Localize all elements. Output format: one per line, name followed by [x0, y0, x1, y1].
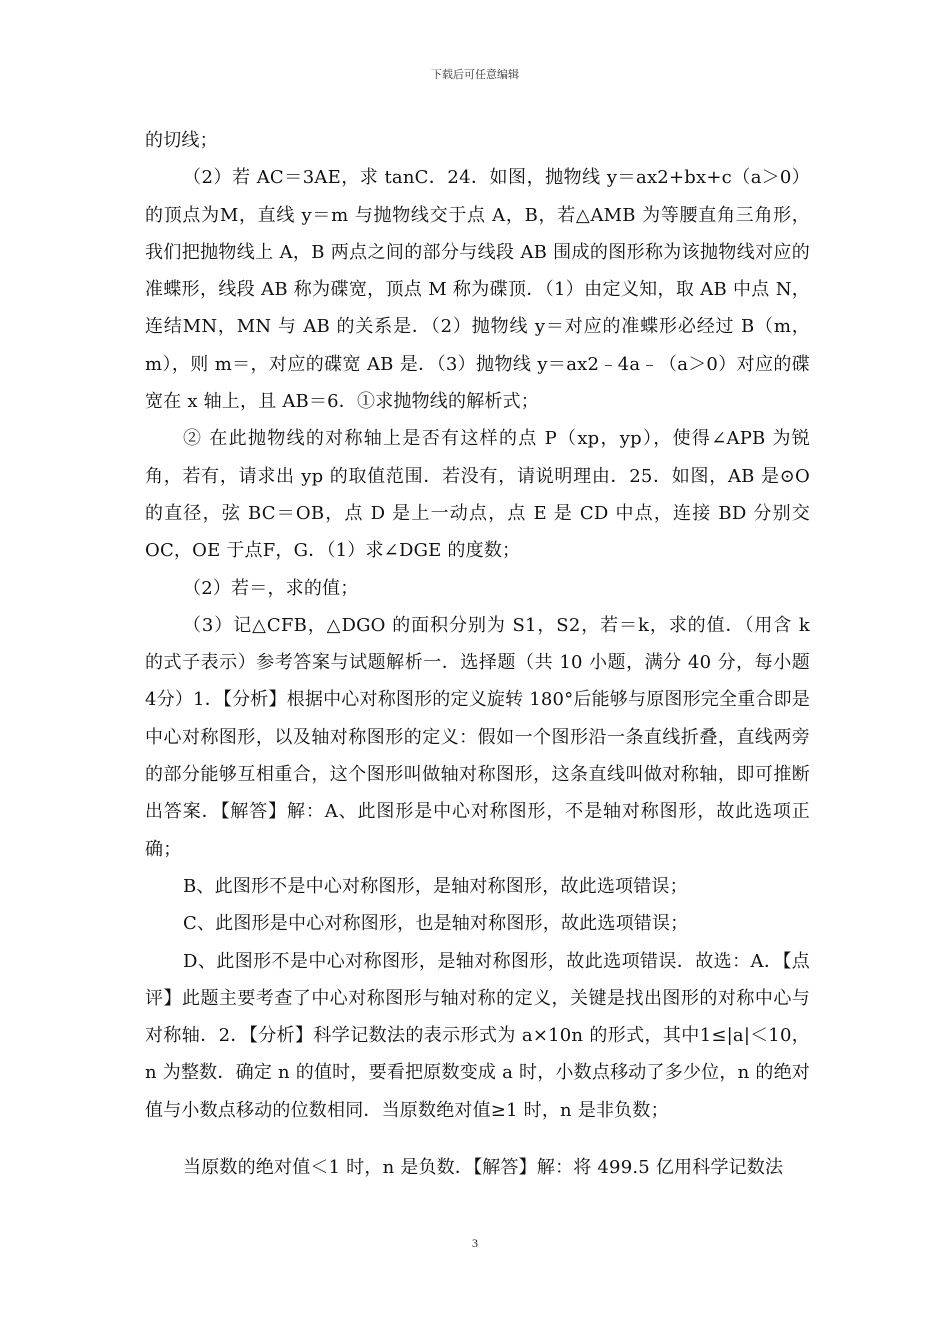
page-header: 下载后可任意编辑 [431, 68, 519, 81]
paragraph-2: （2）若 AC＝3AE，求 tanC．24．如图，抛物线 y＝ax2+bx+c（a＞0）的顶点为M，直线 y＝m 与抛物线交于点 A，B，若△AMB 为等腰直角三角形，我们把抛物线上 A，B 两点之间的部分与线段 AB 围成的图形称为该抛物线对应的准蝶形，线段 AB 称为碟宽，顶点 M 称为碟顶．（1）由定义知，取 AB 中点 N，连结MN，MN 与 AB 的关系是．（2）抛物线 y＝对应的准蝶形必经过 B（m，m），则 m＝，对应的碟宽 AB 是．（3）抛物线 y＝ax2﹣4a﹣（a＞0）对应的碟宽在 x 轴上，且 AB＝6．①求抛物线的解析式； [145, 167, 810, 413]
paragraph-8: D、此图形不是中心对称图形，是轴对称图形，故此选项错误．故选：A．【点评】此题主要考查了中心对称图形与轴对称的定义，关键是找出图形的对称中心与对称轴．2．【分析】科学记数法的表示形式为 a×10n 的形式，其中1≤|a|＜10，n 为整数．确定 n 的值时，要看把原数变成 a 时，小数点移动了多少位，n 的绝对值与小数点移动的位数相同．当原数绝对值≥1 时，n 是非负数； [145, 950, 810, 1121]
paragraph-gap [145, 1129, 810, 1149]
paragraph-5: （3）记△CFB，△DGO 的面积分别为 S1，S2，若＝k，求的值．（用含 k 的式子表示）参考答案与试题解析一．选择题（共 10 小题，满分 40 分，每小题 4分）1．【分析】根据中心对称图形的定义旋转 180°后能够与原图形完全重合即是中心对称图形，以及轴对称图形的定义：假如一个图形沿一条直线折叠，直线两旁的部分能够互相重合，这个图形叫做轴对称图形，这条直线叫做对称轴，即可推断出答案．【解答】解：A、此图形是中心对称图形，不是轴对称图形，故此选项正确； [145, 614, 810, 860]
paragraph-1: 的切线； [145, 130, 218, 151]
document-body [145, 122, 810, 1186]
paragraph-7: C、此图形是中心对称图形，也是轴对称图形，故此选项错误； [183, 913, 689, 935]
paragraph-6: B、此图形不是中心对称图形，是轴对称图形，故此选项错误； [183, 875, 688, 897]
paragraph-9: 当原数的绝对值＜1 时，n 是负数．【解答】解：将 499.5 亿用科学记数法 [183, 1157, 784, 1179]
paragraph-3: ② 在此抛物线的对称轴上是否有这样的点 P（xp，yp），使得∠APB 为锐角，若有，请求出 yp 的取值范围．若没有，请说明理由．25．如图，AB 是⊙O 的直径，弦 BC＝OB，点 D 是上一动点，点 E 是 CD 中点，连接 BD 分别交 OC，OE 于点F，G．（1）求∠DGE 的度数； [145, 428, 810, 562]
page-number: 3 [472, 1236, 478, 1250]
paragraph-4: （2）若＝，求的值； [183, 577, 359, 599]
